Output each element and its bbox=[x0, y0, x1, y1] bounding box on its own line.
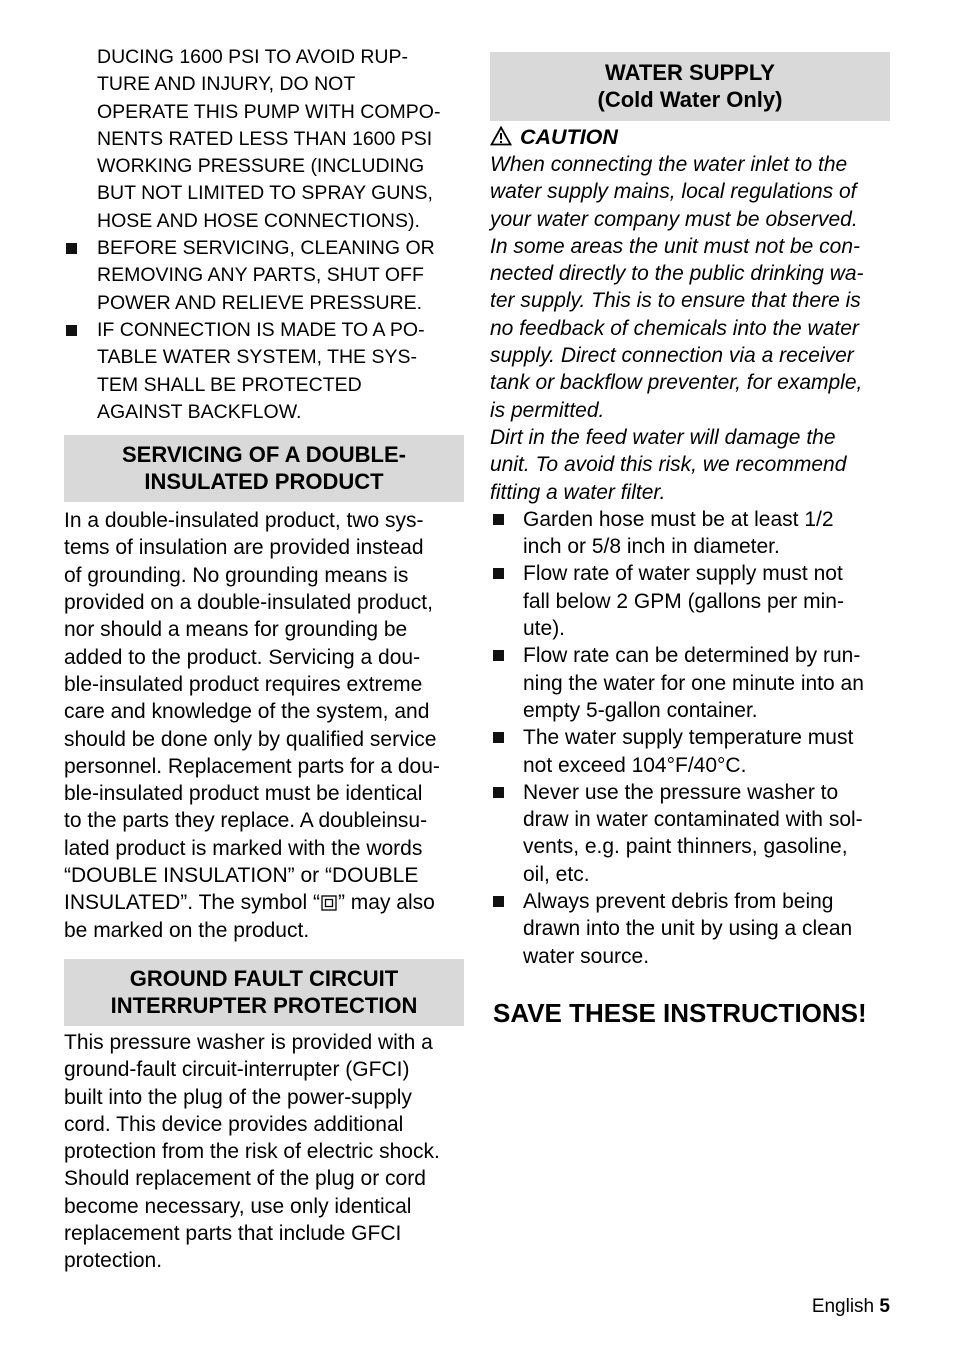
symbol-prefix: INSULATED”. The symbol “ bbox=[64, 891, 320, 915]
text-line: ning the water for one minute into an bbox=[523, 671, 864, 695]
section-heading-gfci bbox=[64, 959, 464, 1026]
text-line: become necessary, use only identical bbox=[64, 1194, 412, 1218]
text-line: BEFORE SERVICING, CLEANING OR bbox=[97, 237, 435, 260]
text-line: added to the product. Servicing a dou- bbox=[64, 645, 421, 669]
footer-language: English bbox=[811, 1296, 875, 1317]
bullet-item bbox=[64, 235, 464, 317]
text-line: The water supply temperature must bbox=[523, 726, 854, 750]
text-line: protection from the risk of electric shock. bbox=[64, 1140, 440, 1164]
text-line: not exceed 104°F/40°C. bbox=[523, 753, 747, 777]
bullet-item bbox=[490, 560, 890, 642]
text-line: Should replacement of the plug or cord bbox=[64, 1167, 426, 1191]
text-line: inch or 5/8 inch in diameter. bbox=[523, 535, 780, 559]
text-line: OPERATE THIS PUMP WITH COMPO- bbox=[97, 100, 441, 123]
bullet-item bbox=[490, 888, 890, 970]
text-line: ground-fault circuit-interrupter (GFCI) bbox=[64, 1058, 410, 1082]
heading-line: WATER SUPPLY bbox=[605, 60, 775, 85]
text-line: protection. bbox=[64, 1249, 163, 1273]
heading-line: (Cold Water Only) bbox=[597, 87, 783, 112]
text-line: Never use the pressure washer to bbox=[523, 780, 839, 804]
text-line: ble-insulated product must be identical bbox=[64, 782, 423, 806]
text-line: ble-insulated product requires extreme bbox=[64, 672, 423, 696]
bullet-item bbox=[490, 724, 890, 779]
text-line: AGAINST BACKFLOW. bbox=[97, 400, 302, 423]
text-line: This pressure washer is provided with a bbox=[64, 1030, 433, 1054]
text-line: draw in water contaminated with sol- bbox=[523, 808, 863, 832]
page-number: 5 bbox=[879, 1296, 890, 1317]
bullet-item bbox=[64, 317, 464, 426]
caution-body bbox=[490, 151, 890, 506]
text-line: nor should a means for grounding be bbox=[64, 618, 408, 642]
text-line: is permitted. bbox=[490, 398, 605, 422]
text-line: tems of insulation are provided instead bbox=[64, 536, 424, 560]
heading-line: GROUND FAULT CIRCUIT bbox=[129, 965, 399, 991]
right-column bbox=[490, 52, 890, 1028]
text-line: supply. Direct connection via a receiver bbox=[490, 344, 854, 368]
left-column bbox=[64, 44, 464, 1275]
text-line: no feedback of chemicals into the water bbox=[490, 316, 859, 340]
save-instructions-heading: SAVE THESE INSTRUCTIONS! bbox=[493, 997, 867, 1028]
bullet-item bbox=[490, 506, 890, 561]
text-line: NENTS RATED LESS THAN 1600 PSI bbox=[97, 127, 433, 150]
gfci-body bbox=[64, 1029, 464, 1275]
heading-line: SERVICING OF A DOUBLE- bbox=[122, 442, 406, 468]
warning-triangle-icon bbox=[490, 126, 512, 146]
text-line: BUT NOT LIMITED TO SPRAY GUNS, bbox=[97, 182, 433, 205]
text-line: care and knowledge of the system, and bbox=[64, 700, 430, 724]
text-line: be marked on the product. bbox=[64, 918, 310, 942]
text-line: Garden hose must be at least 1/2 bbox=[523, 507, 834, 531]
text-line: empty 5-gallon container. bbox=[523, 698, 758, 722]
symbol-suffix: ” may also bbox=[337, 891, 435, 915]
caution-label bbox=[490, 124, 890, 151]
text-line: ter supply. This is to ensure that there is bbox=[490, 289, 861, 313]
double-insulation-symbol-icon bbox=[321, 895, 337, 911]
text-line: built into the plug of the power-supply bbox=[64, 1085, 412, 1109]
text-line: nected directly to the public drinking wa- bbox=[490, 262, 864, 286]
text-line: provided on a double-insulated product, bbox=[64, 591, 433, 615]
text-line: oil, etc. bbox=[523, 862, 590, 886]
warning-continuation bbox=[64, 44, 464, 235]
text-line: WORKING PRESSURE (INCLUDING bbox=[97, 155, 425, 178]
text-line: DUCING 1600 PSI TO AVOID RUP- bbox=[97, 46, 409, 68]
heading-line: INTERRUPTER PROTECTION bbox=[110, 992, 418, 1018]
text-line: TABLE WATER SYSTEM, THE SYS- bbox=[97, 346, 417, 369]
text-line: cord. This device provides additional bbox=[64, 1112, 404, 1136]
section-heading-double-insulated bbox=[64, 435, 464, 502]
text-line: fitting a water filter. bbox=[490, 480, 666, 504]
text-line: personnel. Replacement parts for a dou- bbox=[64, 754, 440, 778]
text-line: ute). bbox=[523, 617, 566, 641]
text-line: When connecting the water inlet to the bbox=[490, 153, 848, 176]
text-line: HOSE AND HOSE CONNECTIONS). bbox=[97, 209, 420, 232]
text-line: IF CONNECTION IS MADE TO A PO- bbox=[97, 318, 425, 341]
text-line: “DOUBLE INSULATION” or “DOUBLE bbox=[64, 864, 419, 888]
text-line: POWER AND RELIEVE PRESSURE. bbox=[97, 291, 423, 314]
text-line: TEM SHALL BE PROTECTED bbox=[97, 373, 362, 396]
bullet-item bbox=[490, 779, 890, 888]
section-heading-water-supply bbox=[490, 52, 890, 121]
double-insulated-body bbox=[64, 507, 464, 944]
text-line: of grounding. No grounding means is bbox=[64, 563, 409, 587]
text-line-with-symbol bbox=[64, 889, 464, 916]
text-line: replacement parts that include GFCI bbox=[64, 1221, 402, 1245]
text-line: to the parts they replace. A doubleinsu- bbox=[64, 809, 428, 833]
heading-line: INSULATED PRODUCT bbox=[144, 469, 384, 495]
text-line: In some areas the unit must not be con- bbox=[490, 234, 861, 258]
text-line: drawn into the unit by using a clean bbox=[523, 917, 853, 941]
text-line: lated product is marked with the words bbox=[64, 836, 423, 860]
text-line: vents, e.g. paint thinners, gasoline, bbox=[523, 835, 848, 859]
text-line: Flow rate can be determined by run- bbox=[523, 644, 861, 668]
text-line: Dirt in the feed water will damage the bbox=[490, 425, 836, 449]
text-line: tank or backflow preventer, for example, bbox=[490, 371, 863, 395]
text-line: unit. To avoid this risk, we recommend bbox=[490, 453, 847, 477]
text-line: REMOVING ANY PARTS, SHUT OFF bbox=[97, 264, 424, 287]
text-line: TURE AND INJURY, DO NOT bbox=[97, 73, 356, 96]
bullet-item bbox=[490, 642, 890, 724]
text-line: water source. bbox=[523, 944, 650, 968]
page-footer bbox=[812, 1296, 890, 1318]
text-line: your water company must be observed. bbox=[490, 207, 858, 231]
text-line: fall below 2 GPM (gallons per min- bbox=[523, 589, 844, 613]
text-line: should be done only by qualified service bbox=[64, 727, 437, 751]
text-line: In a double-insulated product, two sys- bbox=[64, 509, 424, 533]
text-line: Flow rate of water supply must not bbox=[523, 562, 843, 586]
text-line: Always prevent debris from being bbox=[523, 890, 834, 914]
text-line: water supply mains, local regulations of bbox=[490, 180, 857, 204]
caution-text: CAUTION bbox=[520, 125, 618, 149]
